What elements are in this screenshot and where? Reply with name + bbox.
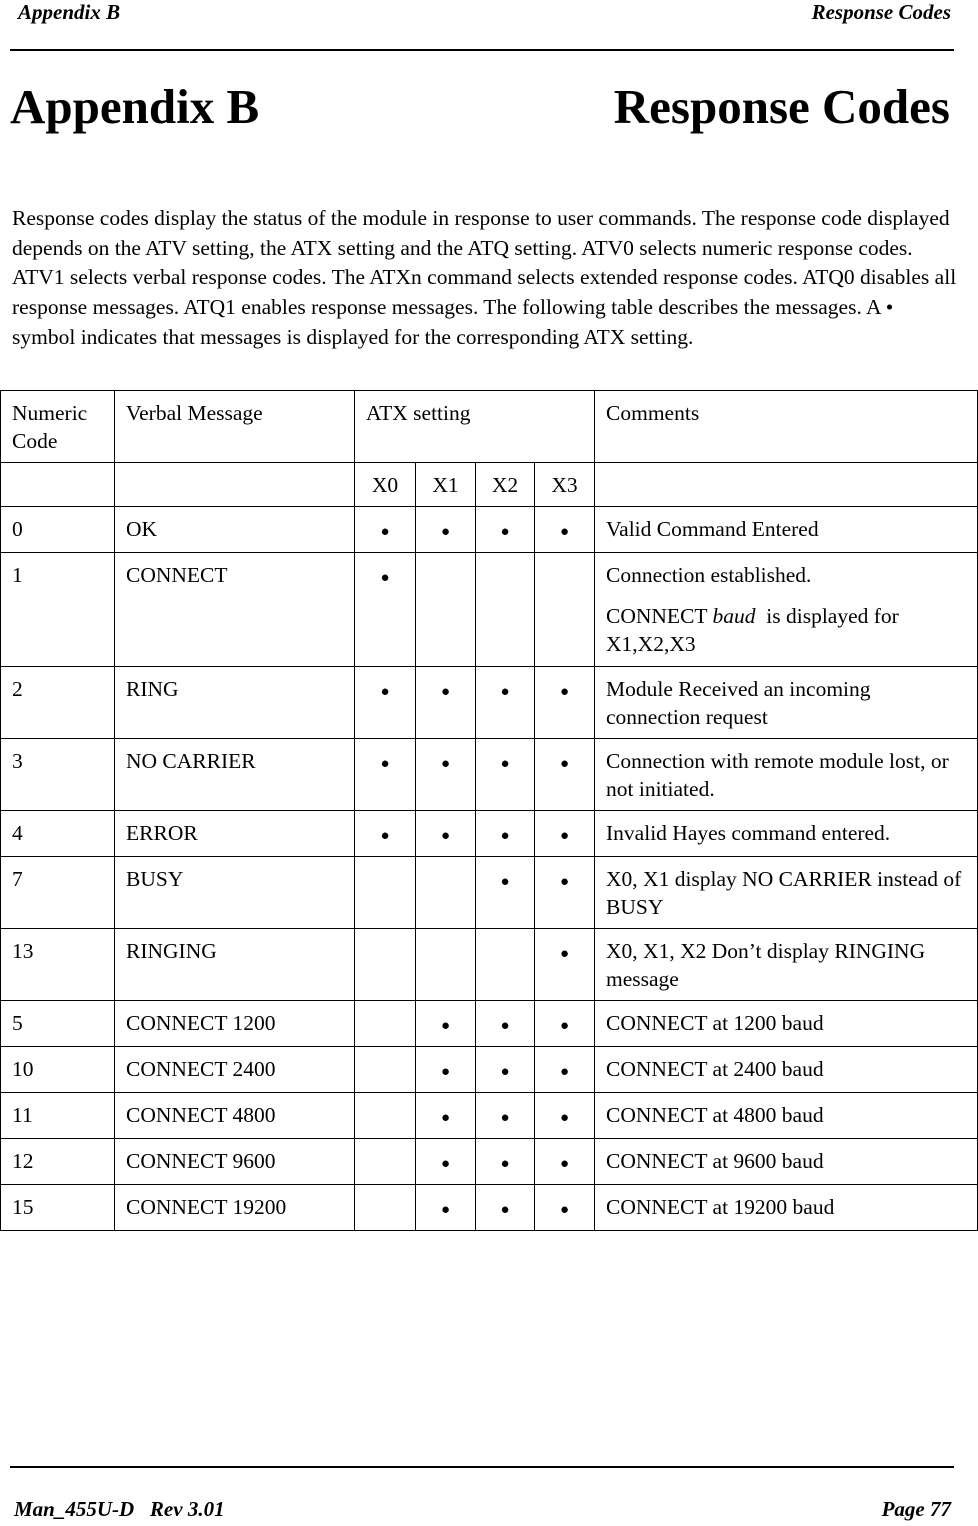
bullet-dot-icon: ● [559, 1064, 570, 1080]
bullet-dot-icon: ● [500, 828, 510, 844]
atx-x0-cell [355, 857, 416, 929]
bullet-dot-icon: ● [380, 756, 390, 772]
comments-cell [595, 553, 978, 667]
atx-x3-cell [535, 667, 595, 739]
atx-x0-cell [355, 1047, 416, 1093]
header-numeric-code: Numeric Code [1, 391, 115, 463]
atx-x0-cell [355, 811, 416, 857]
comments-cell [595, 1093, 978, 1139]
comment-text: CONNECT at 1200 baud [606, 1011, 824, 1035]
atx-x2-cell [476, 553, 535, 667]
comments-cell [595, 1001, 978, 1047]
bullet-dot-icon: ● [559, 1202, 570, 1218]
numeric-code-cell: 1 [1, 553, 115, 667]
bullet-dot-icon: ● [559, 1156, 570, 1172]
atx-x1-cell [416, 811, 476, 857]
verbal-message-cell: CONNECT 9600 [115, 1139, 355, 1185]
atx-x3-cell [535, 739, 595, 811]
comments-cell [595, 507, 978, 553]
atx-x2-cell [476, 1093, 535, 1139]
numeric-code-cell: 7 [1, 857, 115, 929]
comment-suffix: is displayed for X1,X2,X3 [606, 604, 905, 656]
atx-x3-cell [535, 1139, 595, 1185]
verbal-message-cell: CONNECT 19200 [115, 1185, 355, 1231]
table-row [1, 553, 978, 667]
atx-x3-cell [535, 1047, 595, 1093]
numeric-code-cell: 13 [1, 929, 115, 1001]
table-row [1, 739, 978, 811]
atx-x1-cell [416, 1093, 476, 1139]
atx-x1-cell [416, 667, 476, 739]
bullet-dot-icon: ● [559, 756, 570, 772]
bullet-dot-icon: ● [440, 684, 451, 700]
response-codes-table [0, 390, 978, 1231]
numeric-code-cell: 4 [1, 811, 115, 857]
atx-x0-cell [355, 507, 416, 553]
atx-x2-cell [476, 1047, 535, 1093]
atx-x3-cell [535, 1001, 595, 1047]
verbal-message-cell: RING [115, 667, 355, 739]
table-row [1, 507, 978, 553]
atx-x3-cell [535, 811, 595, 857]
bullet-dot-icon: ● [500, 524, 510, 540]
table-row [1, 1185, 978, 1231]
atx-x1-cell [416, 929, 476, 1001]
table-row [1, 811, 978, 857]
bullet-dot-icon: ● [380, 828, 390, 844]
comment-second-line [606, 602, 967, 658]
bullet-dot-icon: ● [500, 874, 510, 890]
verbal-message-cell: NO CARRIER [115, 739, 355, 811]
atx-x2-cell [476, 811, 535, 857]
atx-x3-cell [535, 929, 595, 1001]
running-header-right: Response Codes [811, 0, 951, 24]
atx-x2-cell [476, 739, 535, 811]
atx-x1-cell [416, 553, 476, 667]
atx-x2-cell [476, 507, 535, 553]
atx-x3-cell [535, 553, 595, 667]
comment-text: CONNECT at 19200 baud [606, 1195, 835, 1219]
atx-x0-cell [355, 929, 416, 1001]
numeric-code-cell: 3 [1, 739, 115, 811]
header-comments: Comments [595, 391, 978, 463]
table-row [1, 929, 978, 1001]
bullet-dot-icon: ● [559, 874, 570, 890]
bullet-dot-icon: ● [440, 1018, 451, 1034]
atx-x1-cell [416, 507, 476, 553]
page-title-left: Appendix B [10, 79, 260, 134]
bullet-dot-icon: ● [440, 828, 451, 844]
atx-x2-cell [476, 1001, 535, 1047]
comment-text: CONNECT at 2400 baud [606, 1057, 824, 1081]
subheader-empty-verbal [115, 463, 355, 507]
footer-manual-id: Man_455U-D Rev 3.01 [14, 1497, 225, 1521]
bullet-dot-icon: ● [380, 684, 390, 700]
comments-cell [595, 1047, 978, 1093]
comments-cell [595, 929, 978, 1001]
intro-text: Response codes display the status of the module in response to user commands. The response code displayed depends on the ATV setting, the ATX setting and the ATQ setting. ATV0 selects numeric response codes. ATV1 selects verbal response codes. The ATXn command selects extended response codes. ATQ0 disables all response messages. ATQ1 enables response messages. The following table describes the messages. A • symbol indicates that messages is displayed for the corresponding ATX setting. [12, 206, 957, 349]
comment-text: X0, X1 display NO CARRIER instead of BUSY [606, 867, 962, 919]
atx-x1-cell [416, 739, 476, 811]
subheader-x1: X1 [416, 463, 476, 507]
comment-italic-word: baud [712, 604, 756, 628]
atx-x2-cell [476, 667, 535, 739]
bullet-dot-icon: ● [559, 524, 570, 540]
atx-x1-cell [416, 1185, 476, 1231]
comment-text: Connection established. [606, 563, 812, 587]
numeric-code-cell: 10 [1, 1047, 115, 1093]
intro-paragraph [12, 204, 957, 353]
numeric-code-cell: 2 [1, 667, 115, 739]
bullet-dot-icon: ● [500, 1110, 510, 1126]
page-title-right: Response Codes [613, 79, 950, 134]
comments-cell [595, 1139, 978, 1185]
verbal-message-cell: ERROR [115, 811, 355, 857]
table-row [1, 1047, 978, 1093]
comment-text: Connection with remote module lost, or not initiated. [606, 749, 949, 801]
subheader-x3: X3 [535, 463, 595, 507]
atx-x3-cell [535, 1093, 595, 1139]
table-row [1, 1001, 978, 1047]
atx-x1-cell [416, 1001, 476, 1047]
atx-x2-cell [476, 1185, 535, 1231]
comment-text: CONNECT at 4800 baud [606, 1103, 824, 1127]
atx-x3-cell [535, 507, 595, 553]
verbal-message-cell: CONNECT 4800 [115, 1093, 355, 1139]
subheader-empty-comments [595, 463, 978, 507]
comments-cell [595, 857, 978, 929]
comments-cell [595, 1185, 978, 1231]
atx-x3-cell [535, 857, 595, 929]
numeric-code-cell: 12 [1, 1139, 115, 1185]
bullet-dot-icon: ● [440, 1110, 451, 1126]
bullet-dot-icon: ● [380, 570, 390, 586]
bullet-dot-icon: ● [500, 1018, 510, 1034]
numeric-code-cell: 11 [1, 1093, 115, 1139]
table-row [1, 857, 978, 929]
atx-x0-cell [355, 1093, 416, 1139]
comment-text: X0, X1, X2 Don’t display RINGING message [606, 939, 926, 991]
atx-x2-cell [476, 857, 535, 929]
bullet-dot-icon: ● [440, 1064, 451, 1080]
verbal-message-cell: CONNECT 1200 [115, 1001, 355, 1047]
bullet-dot-icon: ● [559, 1110, 570, 1126]
footer-page-number: Page 77 [881, 1497, 951, 1521]
comments-cell [595, 667, 978, 739]
numeric-code-cell: 15 [1, 1185, 115, 1231]
comments-cell [595, 811, 978, 857]
verbal-message-cell: CONNECT [115, 553, 355, 667]
table-subheader-row [1, 463, 978, 507]
atx-x0-cell [355, 739, 416, 811]
table-header-row [1, 391, 978, 463]
atx-x0-cell [355, 667, 416, 739]
atx-x0-cell [355, 1139, 416, 1185]
comment-text: CONNECT at 9600 baud [606, 1149, 824, 1173]
comment-text: Valid Command Entered [606, 517, 819, 541]
atx-x0-cell [355, 1185, 416, 1231]
atx-x3-cell [535, 1185, 595, 1231]
atx-x2-cell [476, 1139, 535, 1185]
subheader-empty-code [1, 463, 115, 507]
numeric-code-cell: 0 [1, 507, 115, 553]
bullet-dot-icon: ● [440, 1202, 451, 1218]
atx-x1-cell [416, 1047, 476, 1093]
bullet-dot-icon: ● [500, 1156, 510, 1172]
atx-x2-cell [476, 929, 535, 1001]
table-row [1, 667, 978, 739]
header-atx-setting: ATX setting [355, 391, 595, 463]
bullet-dot-icon: ● [559, 1018, 570, 1034]
bullet-dot-icon: ● [440, 524, 451, 540]
bullet-dot-icon: ● [440, 756, 451, 772]
verbal-message-cell: RINGING [115, 929, 355, 1001]
comment-text: Module Received an incoming connection request [606, 677, 871, 729]
atx-x0-cell [355, 1001, 416, 1047]
bullet-dot-icon: ● [500, 756, 510, 772]
bullet-dot-icon: ● [440, 1156, 451, 1172]
footer-rule [10, 1466, 954, 1468]
verbal-message-cell: BUSY [115, 857, 355, 929]
verbal-message-cell: OK [115, 507, 355, 553]
comment-prefix: CONNECT [606, 604, 713, 628]
verbal-message-cell: CONNECT 2400 [115, 1047, 355, 1093]
bullet-dot-icon: ● [559, 946, 570, 962]
table-row [1, 1139, 978, 1185]
bullet-dot-icon: ● [500, 684, 510, 700]
atx-x1-cell [416, 857, 476, 929]
comment-text: Invalid Hayes command entered. [606, 821, 891, 845]
header-verbal-message: Verbal Message [115, 391, 355, 463]
atx-x1-cell [416, 1139, 476, 1185]
subheader-x2: X2 [476, 463, 535, 507]
header-rule [10, 49, 954, 51]
bullet-dot-icon: ● [559, 828, 570, 844]
bullet-dot-icon: ● [559, 684, 570, 700]
atx-x0-cell [355, 553, 416, 667]
numeric-code-cell: 5 [1, 1001, 115, 1047]
bullet-dot-icon: ● [500, 1202, 510, 1218]
table-row [1, 1093, 978, 1139]
bullet-dot-icon: ● [380, 524, 390, 540]
bullet-dot-icon: ● [500, 1064, 510, 1080]
comments-cell [595, 739, 978, 811]
subheader-x0: X0 [355, 463, 416, 507]
running-header-left: Appendix B [18, 0, 121, 24]
